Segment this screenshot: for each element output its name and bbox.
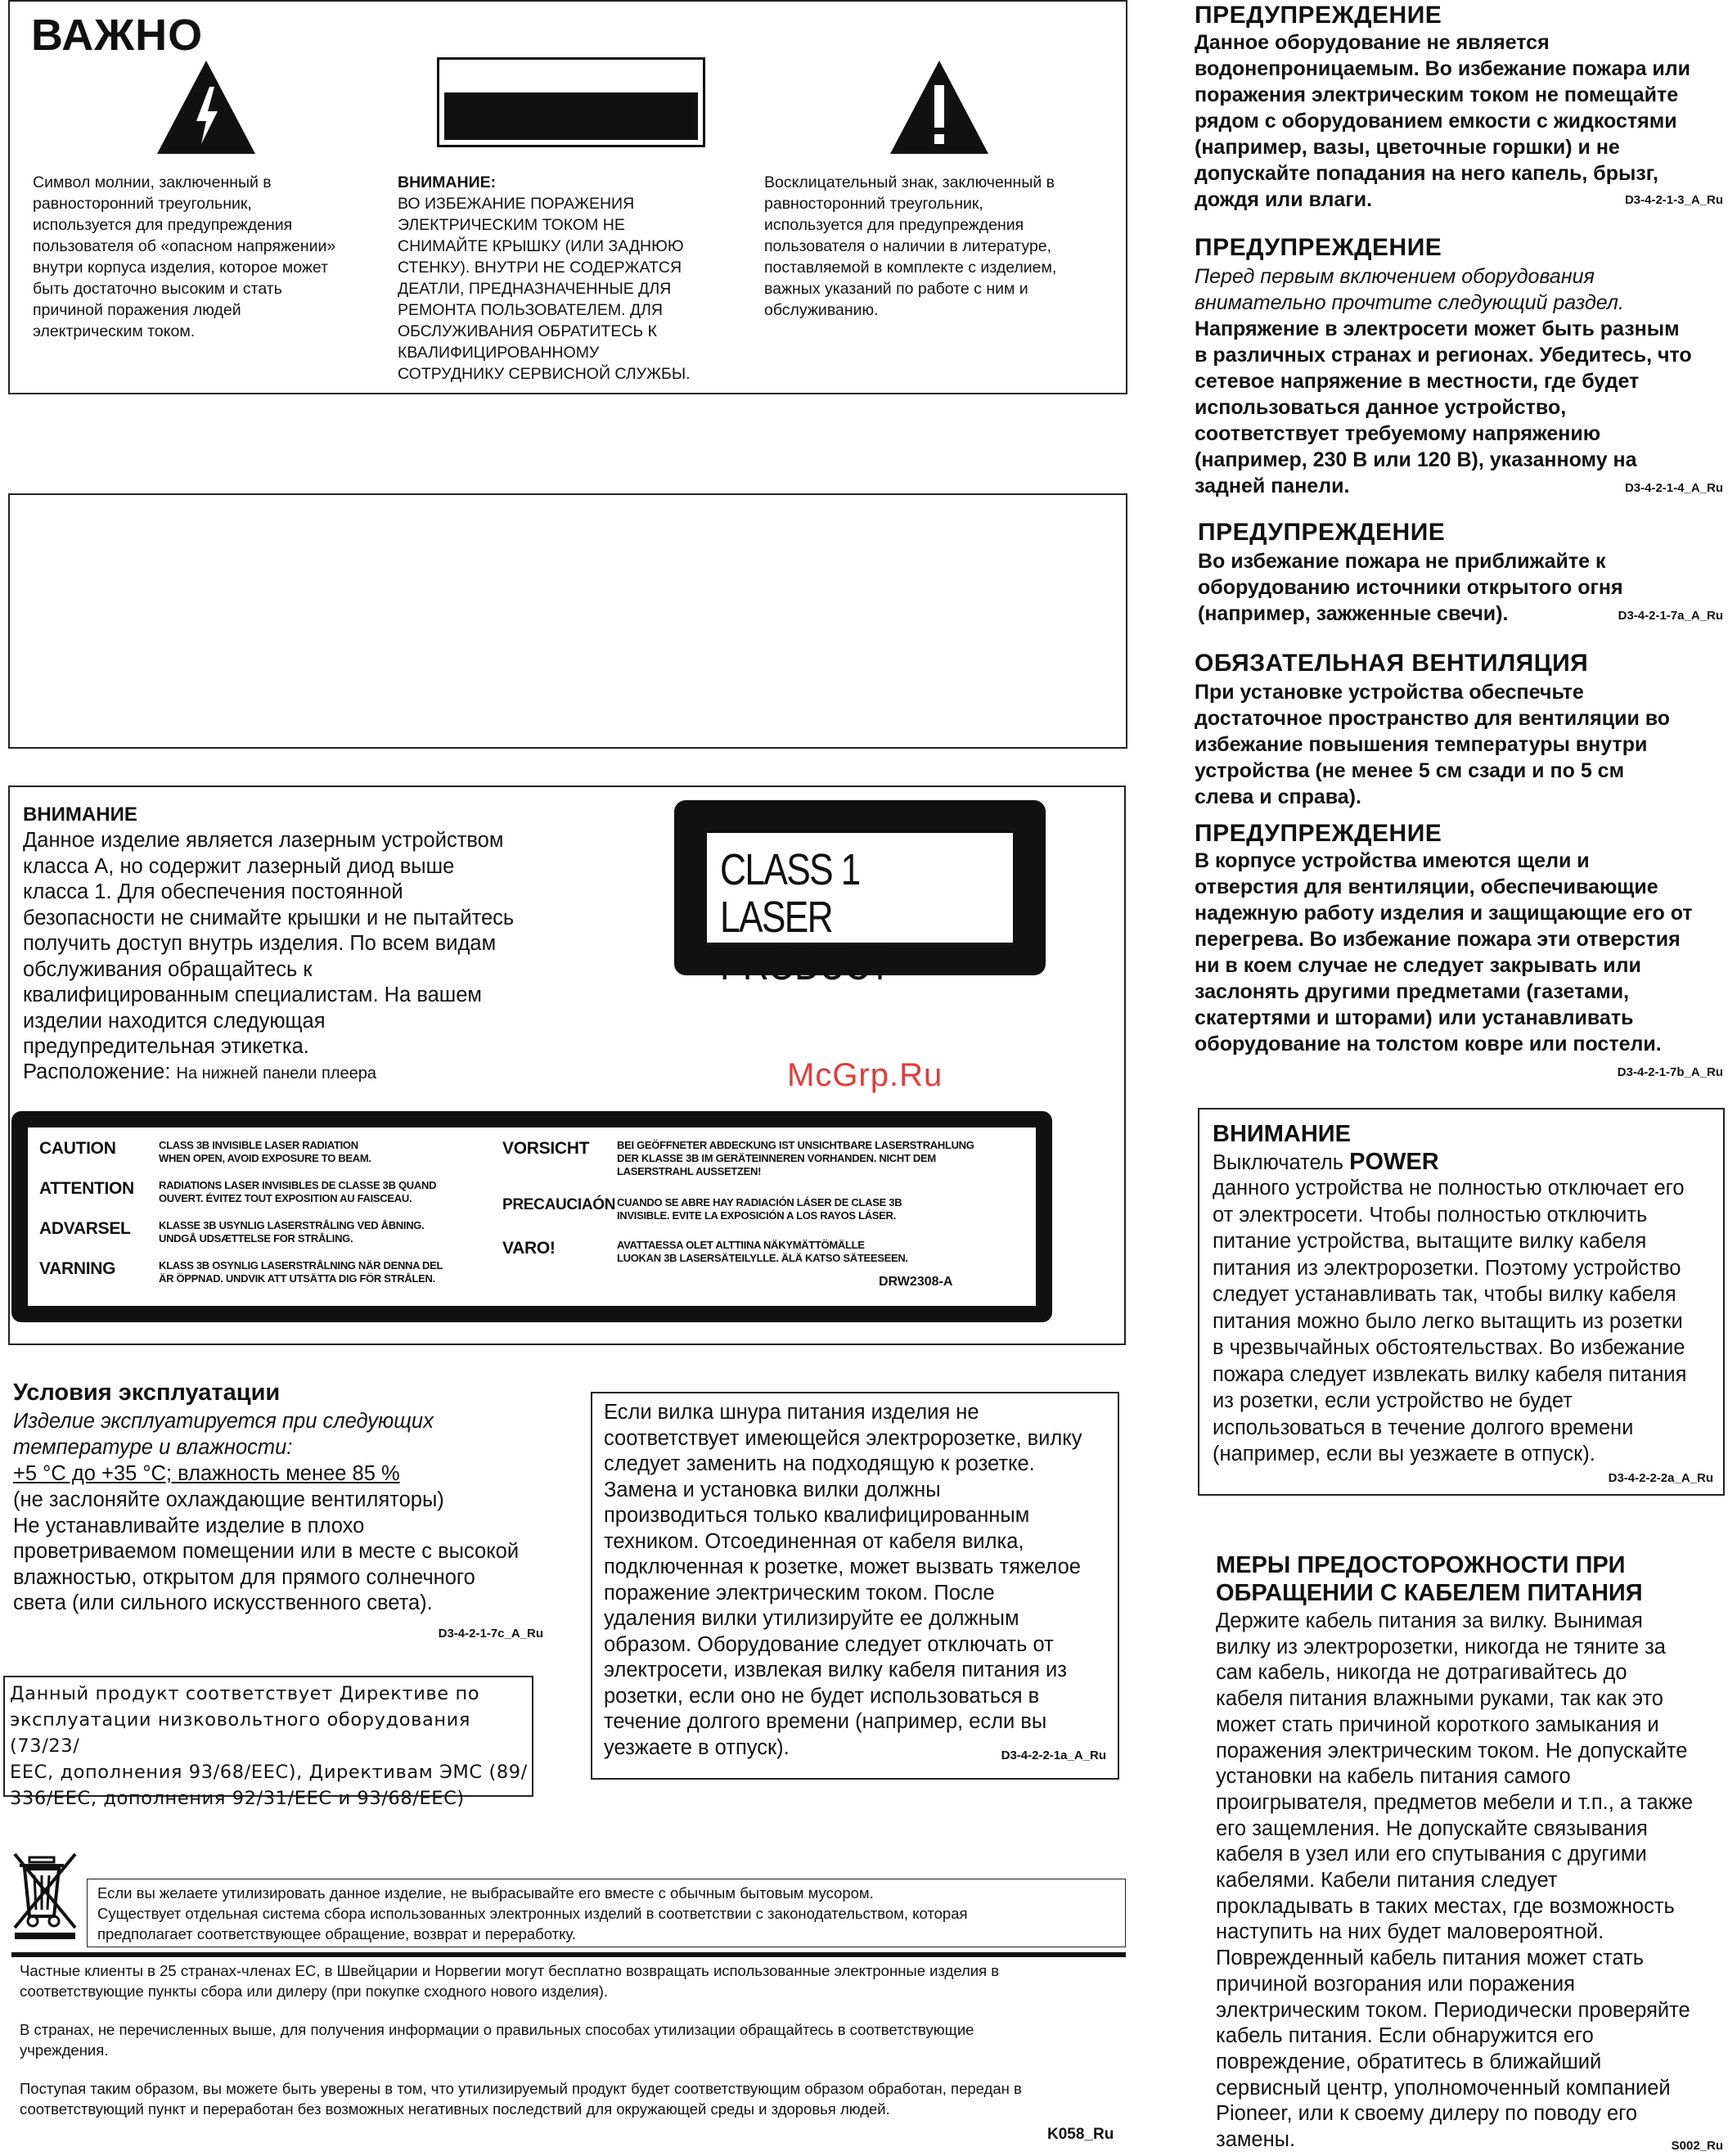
location-label: Расположение:: [23, 1060, 171, 1083]
warning-2-code: D3-4-2-1-4_A_Ru: [1624, 481, 1723, 495]
disposal-boxed-text: Если вы желаете утилизировать данное изделие, не выбрасывайте его вместе с обычным бытовым мусором. Существует отдельная система сбора использованных электронных изделий в соответствии с законодательством, которая предполагает соответствующее обращение, возврат и переработку.: [97, 1884, 968, 1942]
caution-label: [11, 1111, 1052, 1322]
warning-2-text: Напряжение в электросети может быть разным в различных странах и регионах. Убедитесь, что сетевое напряжение в местности, где будет использоваться данное устройство, соответствует требуемому напряжению (например, 230 В или 120 В), указанному на задней панели.: [1195, 317, 1692, 497]
cable-text: Держите кабель питания за вилку. Вынимая вилку из электророзетки, никогда не тяните за сам кабель, никогда не дотрагивайтесь до кабеля питания влажными руками, так как это может стать причиной короткого замыкания и поражения электрическим током. Не допускайте установки на кабель питания самого проигрывателя, предметов мебели и т.п., а также его защемления. Не допускайте связывания кабеля в узел или его спутывания с другими кабелями. Кабели питания следует прокладывать в таких местах, где возможность наступить на них будет маловероятной. Поврежденный кабель питания может стать причиной возгорания или поражения электрическим током. Периодически проверяйте кабель питания. Если обнаружится его повреждение, обратитесь в ближайший сервисный центр, уполномоченный компанией Pioneer, или к своему дилеру по поводу его замены.: [1216, 1609, 1694, 2152]
power-code: D3-4-2-2-2a_A_Ru: [1608, 1471, 1713, 1485]
label-code: DRW2308-A: [879, 1275, 953, 1289]
watermark: McGrp.Ru: [787, 1057, 943, 1093]
caution-label-1: ATTENTION: [39, 1179, 134, 1198]
crossed-bin-icon: [11, 1851, 80, 1941]
caution-heading: ВНИМАНИЕ:: [398, 173, 497, 191]
caution-label-right-0: VORSICHT: [502, 1139, 590, 1158]
laser-text: Данное изделие является лазерным устройством класса А, но содержит лазерный диод выше класса 1. Для обеспечения постоянной безопасности не снимайте крышки и не пытайтесь получить доступ внутрь изделия. По всем видам обслуживания обращайтесь к квалифицированным специалистам. На вашем изделии находится следующая предупредительная этикетка.: [23, 829, 515, 1058]
caution-label-right-1: PRECAUCIAÓN: [502, 1196, 616, 1213]
disposal-paragraph-2: В странах, не перечисленных выше, для получения информации о правильных способах утилизации обращайтесь в соответствующие учреждения.: [20, 2021, 974, 2059]
operating-text: (не заслоняйте охлаждающие вентиляторы) Не устанавливайте изделие в плохо проветриваемом помещении или в месте с высокой влажностью, открытом для прямого солнечного света (или сильного искусственного света).: [13, 1488, 520, 1614]
warning-3-code: D3-4-2-1-7a_A_Ru: [1618, 609, 1723, 623]
disposal-paragraph-1: Частные клиенты в 25 странах-членах ЕС, в Швейцарии и Норвегии могут бесплатно возвращать использованные электронные изделия в соответствующие пункты сбора или дилеру (при покупке сходного нового изделия).: [20, 1962, 1000, 2000]
lightning-warning-icon: [155, 59, 257, 155]
operating-code: D3-4-2-1-7c_A_Ru: [438, 1627, 543, 1641]
operating-range: +5 °C до +35 °C; влажность менее 85 %: [13, 1462, 400, 1485]
disposal-paragraph-3: Поступая таким образом, вы можете быть уверены в том, что утилизируемый продукт будет соответствующим образом обработан, передан в соответствующий пункт и переработан без возможных негативных последствий для окружающей среды и здоровья людей.: [20, 2080, 1022, 2118]
cable-code: S002_Ru: [1671, 2139, 1723, 2153]
warning-5-code: D3-4-2-1-7b_A_Ru: [1617, 1065, 1723, 1079]
location-value: На нижней панели плеера: [176, 1064, 376, 1083]
warning-1-code: D3-4-2-1-3_A_Ru: [1624, 193, 1723, 207]
class1-label: [674, 800, 1046, 989]
warning-1-title: ПРЕДУПРЕЖДЕНИЕ: [1195, 2, 1442, 29]
warning-5-text: В корпусе устройства имеются щели и отверстия для вентиляции, обеспечивающие надежную работу изделия и защищающие его от перегрева. Во избежание пожара эти отверстия ни в коем случае не следует закрывать или заслонять другими предметами (газетами, скатертями и шторами) или устанавливать оборудование на толстом ковре или постели.: [1195, 849, 1693, 1055]
ventilation-title: ОБЯЗАТЕЛЬНАЯ ВЕНТИЛЯЦИЯ: [1195, 650, 1589, 677]
caution-text-1: RADIATIONS LASER INVISIBLES DE CLASSE 3B QUAND OUVERT. ÉVITEZ TOUT EXPOSITION AU FAISCEAU.: [159, 1179, 437, 1204]
caution-text-right-2: AVATTAESSA OLET ALTTIINA NÄKYMÄTTÖMÄLLE LUOKAN 3B LASERSÄTEILYLLE. ÄLÄ KATSO SÄTEESEEN.: [617, 1239, 908, 1264]
ventilation-text: При установке устройства обеспечьте достаточное пространство для вентиляции во избежание повышения температуры внутри устройства (не менее 5 см сзади и по 5 см слева и справа).: [1195, 681, 1671, 808]
warning-1-text: Данное оборудование не является водонепроницаемым. Во избежание пожара или поражения электрическим током не помещайте рядом с оборудованием емкости с жидкостями (например, вазы, цветочные горшки) и не допускайте попадания на него капель, брызг, дождя или влаги.: [1195, 31, 1691, 211]
power-text: данного устройства не полностью отключает его от электросети. Чтобы полностью отключить питание устройства, вытащите вилку кабеля питания из электророзетки. Поэтому устройство следует устанавливать так, чтобы вилку кабеля питания можно было легко вытащить из розетки в чрезвычайных обстоятельствах. Во избежание пожара следует извлекать вилку кабеля питания из розетки, если устройство не будет использоваться в течение долгого времени (например, если вы уезжаете в отпуск).: [1213, 1177, 1687, 1465]
laser-box: [8, 785, 1126, 1345]
warning-2-title: ПРЕДУПРЕЖДЕНИЕ: [1195, 234, 1442, 261]
operating-title: Условия эксплуатации: [13, 1380, 281, 1406]
blank-box: [8, 493, 1127, 749]
cover-label-icon: [437, 57, 705, 147]
lightning-description: Символ молнии, заключенный в равносторонний треугольник, используется для предупреждения пользователя об «опасном напряжении» внутри корпуса изделия, которое может быть достаточно высоким и стать причиной поражения людей электрическим током.: [33, 173, 336, 340]
warning-2-intro: Перед первым включением оборудования внимательно прочтите следующий раздел.: [1195, 265, 1624, 314]
directive-box: [3, 1676, 533, 1809]
power-box: [1198, 1108, 1725, 1496]
power-word: POWER: [1349, 1149, 1439, 1175]
warning-5-title: ПРЕДУПРЕЖДЕНИЕ: [1195, 820, 1442, 847]
power-lead-line: [1213, 1149, 1439, 1176]
warning-3-title: ПРЕДУПРЕЖДЕНИЕ: [1198, 519, 1446, 546]
directive-text: Данный продукт соответствует Директиве по эксплуатации низковольтного оборудования (73/23/ EEC, дополнения 93/68/EEC), Директивам ЭМС (89/ 336/EEC, дополнения 92/31/EEC и 93/68/EEC): [10, 1683, 528, 1809]
laser-location: [23, 1060, 376, 1084]
exclamation-warning-icon: [889, 59, 990, 155]
caution-text-2: KLASSE 3B USYNLIG LASERSTRÅLING VED ÅBNING. UNDGÅ UDSÆTTELSE FOR STRÅLING.: [159, 1219, 425, 1245]
caution-text-3: KLASS 3B OSYNLIG LASERSTRÅLNING NÄR DENNA DEL ÄR ÖPPNAD. UNDVIK ATT UTSÄTTA DIG FÖR STRÅLEN.: [159, 1259, 443, 1285]
operating-intro: Изделие эксплуатируется при следующих температуре и влажности:: [13, 1410, 434, 1459]
exclamation-description: Восклицательный знак, заключенный в равносторонний треугольник, используется для предупреждения пользователя о наличии в литературе, поставляемой в комплекте с изделием, важных указаний по работе с ним и обслуживанию.: [764, 173, 1057, 319]
caution-label-right-2: VARO!: [502, 1239, 556, 1258]
disposal-code: K058_Ru: [1047, 2126, 1114, 2143]
caution-label-0: CAUTION: [39, 1139, 116, 1158]
power-title: ВНИМАНИЕ: [1213, 1121, 1351, 1147]
plug-text: Если вилка шнура питания изделия не соответствует имеющейся электророзетке, вилку следует заменить на подходящую к розетке. Замена и установка вилки должны производиться только квалифицированным техником. Отсоединенная от кабеля вилка, подключенная к розетке, может вызвать тяжелое поражение электрическим током. После удаления вилки утилизируйте ее должным образом. Оборудование следует отключать от электросети, извлекая вилку кабеля питания из розетки, если оно не будет использоваться в течение долгого времени (например, если вы уезжаете в отпуск).: [604, 1401, 1082, 1759]
caution-text-right-1: CUANDO SE ABRE HAY RADIACIÓN LÁSER DE CLASE 3B INVISIBLE. EVITE LA EXPOSICIÓN A LOS RAYOS LÁSER.: [617, 1196, 902, 1222]
cable-title: МЕРЫ ПРЕДОСТОРОЖНОСТИ ПРИ ОБРАЩЕНИИ С КАБЕЛЕМ ПИТАНИЯ: [1216, 1552, 1643, 1606]
caution-label-2: ADVARSEL: [39, 1219, 131, 1238]
class1-text: CLASS 1 LASER PRODUCT: [720, 845, 890, 989]
caution-label-3: VARNING: [39, 1259, 116, 1278]
warning-3-text: Во избежание пожара не приближайте к оборудованию источники открытого огня (например, зажженные свечи).: [1198, 550, 1623, 625]
plug-code: D3-4-2-2-1a_A_Ru: [1001, 1749, 1106, 1762]
important-box: [8, 0, 1127, 394]
caution-text-right-0: BEI GEÖFFNETER ABDECKUNG IST UNSICHTBARE LASERSTRAHLUNG DER KLASSE 3B IM GERÄTEINNEREN VORHANDEN. NICHT DEM LASERSTRAHL AUSSETZEN!: [617, 1139, 974, 1177]
caution-text-0: CLASS 3B INVISIBLE LASER RADIATION WHEN OPEN, AVOID EXPOSURE TO BEAM.: [159, 1139, 371, 1164]
caution-description: ВО ИЗБЕЖАНИЕ ПОРАЖЕНИЯ ЭЛЕКТРИЧЕСКИМ ТОКОМ НЕ СНИМАЙТЕ КРЫШКУ (ИЛИ ЗАДНЮЮ СТЕНКУ). ВНУТРИ НЕ СОДЕРЖАТСЯ ДЕАТЛИ, ПРЕДНАЗНАЧЕННЫЕ ДЛЯ РЕМОНТА ПОЛЬЗОВАТЕЛЕМ. ДЛЯ ОБСЛУЖИВАНИЯ ОБРАТИТЕСЬ К КВАЛИФИЦИРОВАННОМУ СОТРУДНИКУ СЕРВИСНОЙ СЛУЖБЫ.: [398, 195, 691, 383]
disposal-divider: [11, 1952, 1126, 1957]
important-title: ВАЖНО: [31, 11, 204, 60]
plug-box: [591, 1392, 1119, 1780]
disposal-box: [87, 1879, 1126, 1947]
power-lead: Выключатель: [1213, 1151, 1350, 1174]
laser-heading: ВНИМАНИЕ: [23, 803, 137, 826]
